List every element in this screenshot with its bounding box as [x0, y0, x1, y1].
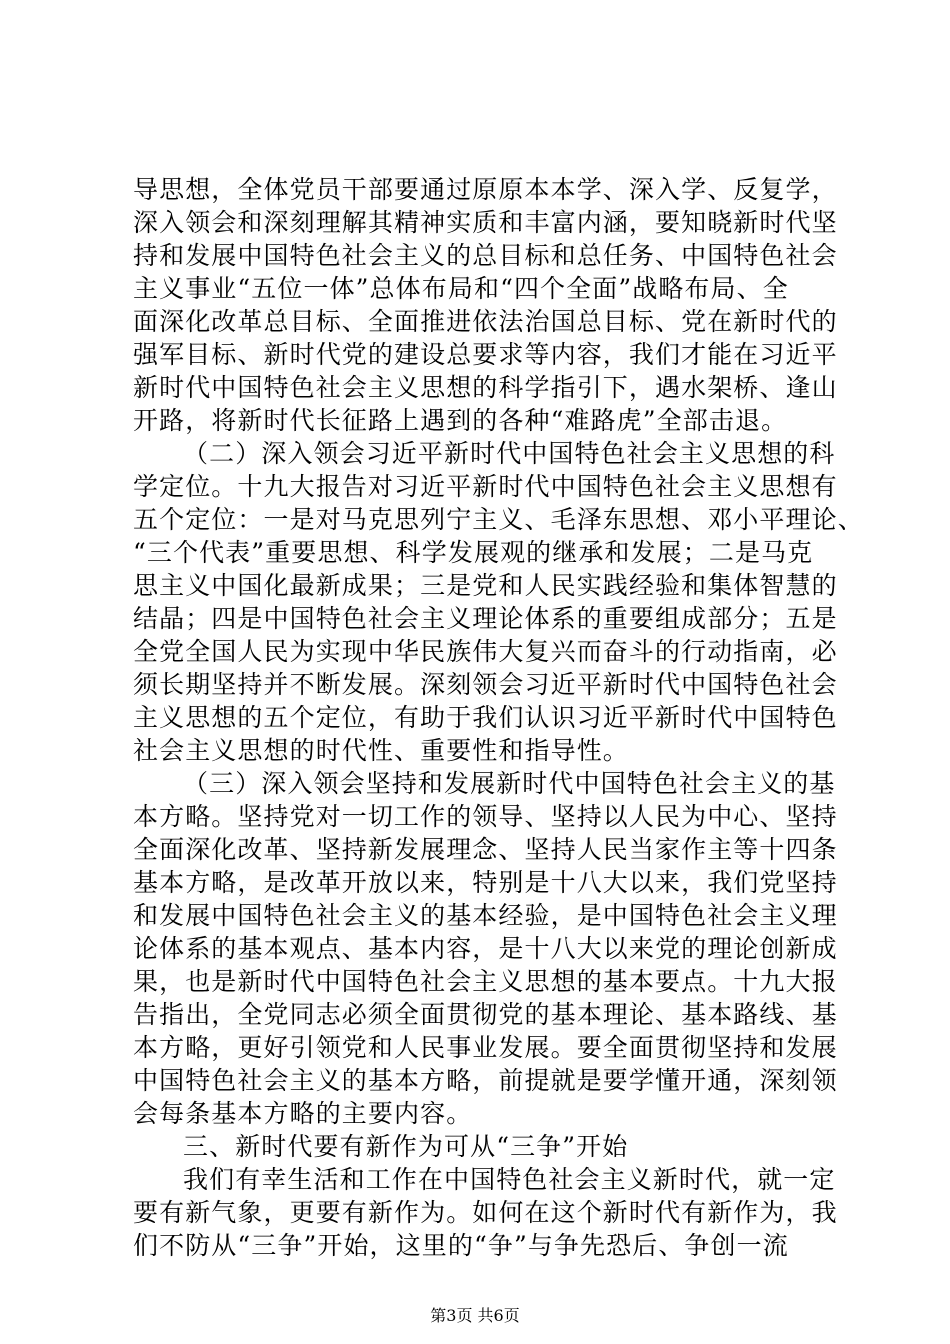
text-line: 全党全国人民为实现中华民族伟大复兴而奋斗的行动指南，必	[133, 637, 838, 666]
text-line: 中国特色社会主义的基本方略，前提就是要学懂开通，深刻领	[133, 1066, 838, 1095]
section-heading-2: （二）深入领会习近平新时代中国特色社会主义思想的科	[183, 439, 836, 468]
text-line: 五个定位：一是对马克思列宁主义、毛泽东思想、邓小平理论、	[133, 505, 864, 534]
text-line: 开路，将新时代长征路上遇到的各种“难路虎”全部击退。	[133, 406, 788, 435]
text-line: 论体系的基本观点、基本内容，是十八大以来党的理论创新成	[133, 934, 838, 963]
text-line: 强军目标、新时代党的建设总要求等内容，我们才能在习近平	[133, 340, 838, 369]
text-line: 新时代中国特色社会主义思想的科学指引下，遇水架桥、逢山	[133, 373, 838, 402]
page-footer: 第3页 共6页	[430, 1306, 520, 1325]
section-heading-3: （三）深入领会坚持和发展新时代中国特色社会主义的基	[183, 769, 836, 798]
text-line: 我们有幸生活和工作在中国特色社会主义新时代，就一定	[183, 1165, 836, 1194]
text-line: 须长期坚持并不断发展。深刻领会习近平新时代中国特色社会	[133, 670, 838, 699]
text-line: 会每条基本方略的主要内容。	[133, 1099, 473, 1128]
text-line: “三个代表”重要思想、科学发展观的继承和发展；二是马克	[133, 538, 814, 567]
text-line: 和发展中国特色社会主义的基本经验，是中国特色社会主义理	[133, 901, 838, 930]
text-line: 面深化改革总目标、全面推进依法治国总目标、党在新时代的	[133, 307, 838, 336]
text-line: 社会主义思想的时代性、重要性和指导性。	[133, 736, 629, 765]
text-line: 全面深化改革、坚持新发展理念、坚持人民当家作主等十四条	[133, 835, 838, 864]
text-line: 基本方略，是改革开放以来，特别是十八大以来，我们党坚持	[133, 868, 838, 897]
text-line: 主义思想的五个定位，有助于我们认识习近平新时代中国特色	[133, 703, 838, 732]
text-line: 思主义中国化最新成果；三是党和人民实践经验和集体智慧的	[133, 571, 838, 600]
chapter-heading: 三、新时代要有新作为可从“三争”开始	[183, 1132, 629, 1161]
text-line: 告指出，全党同志必须全面贯彻党的基本理论、基本路线、基	[133, 1000, 838, 1029]
text-line: 们不防从“三争”开始，这里的“争”与争先恐后、争创一流	[133, 1231, 789, 1260]
text-line: 深入领会和深刻理解其精神实质和丰富内涵，要知晓新时代坚	[133, 208, 838, 237]
text-line: 要有新气象，更要有新作为。如何在这个新时代有新作为，我	[133, 1198, 838, 1227]
text-line: 本方略，更好引领党和人民事业发展。要全面贯彻坚持和发展	[133, 1033, 838, 1062]
text-line: 结晶；四是中国特色社会主义理论体系的重要组成部分；五是	[133, 604, 838, 633]
text-line: 主义事业“五位一体”总体布局和“四个全面”战略布局、全	[133, 274, 789, 303]
text-line: 本方略。坚持党对一切工作的领导、坚持以人民为中心、坚持	[133, 802, 838, 831]
text-line: 持和发展中国特色社会主义的总目标和总任务、中国特色社会	[133, 241, 838, 270]
text-line: 果，也是新时代中国特色社会主义思想的基本要点。十九大报	[133, 967, 838, 996]
text-line: 导思想，全体党员干部要通过原原本本学、深入学、反复学，	[133, 175, 838, 204]
text-line: 学定位。十九大报告对习近平新时代中国特色社会主义思想有	[133, 472, 838, 501]
